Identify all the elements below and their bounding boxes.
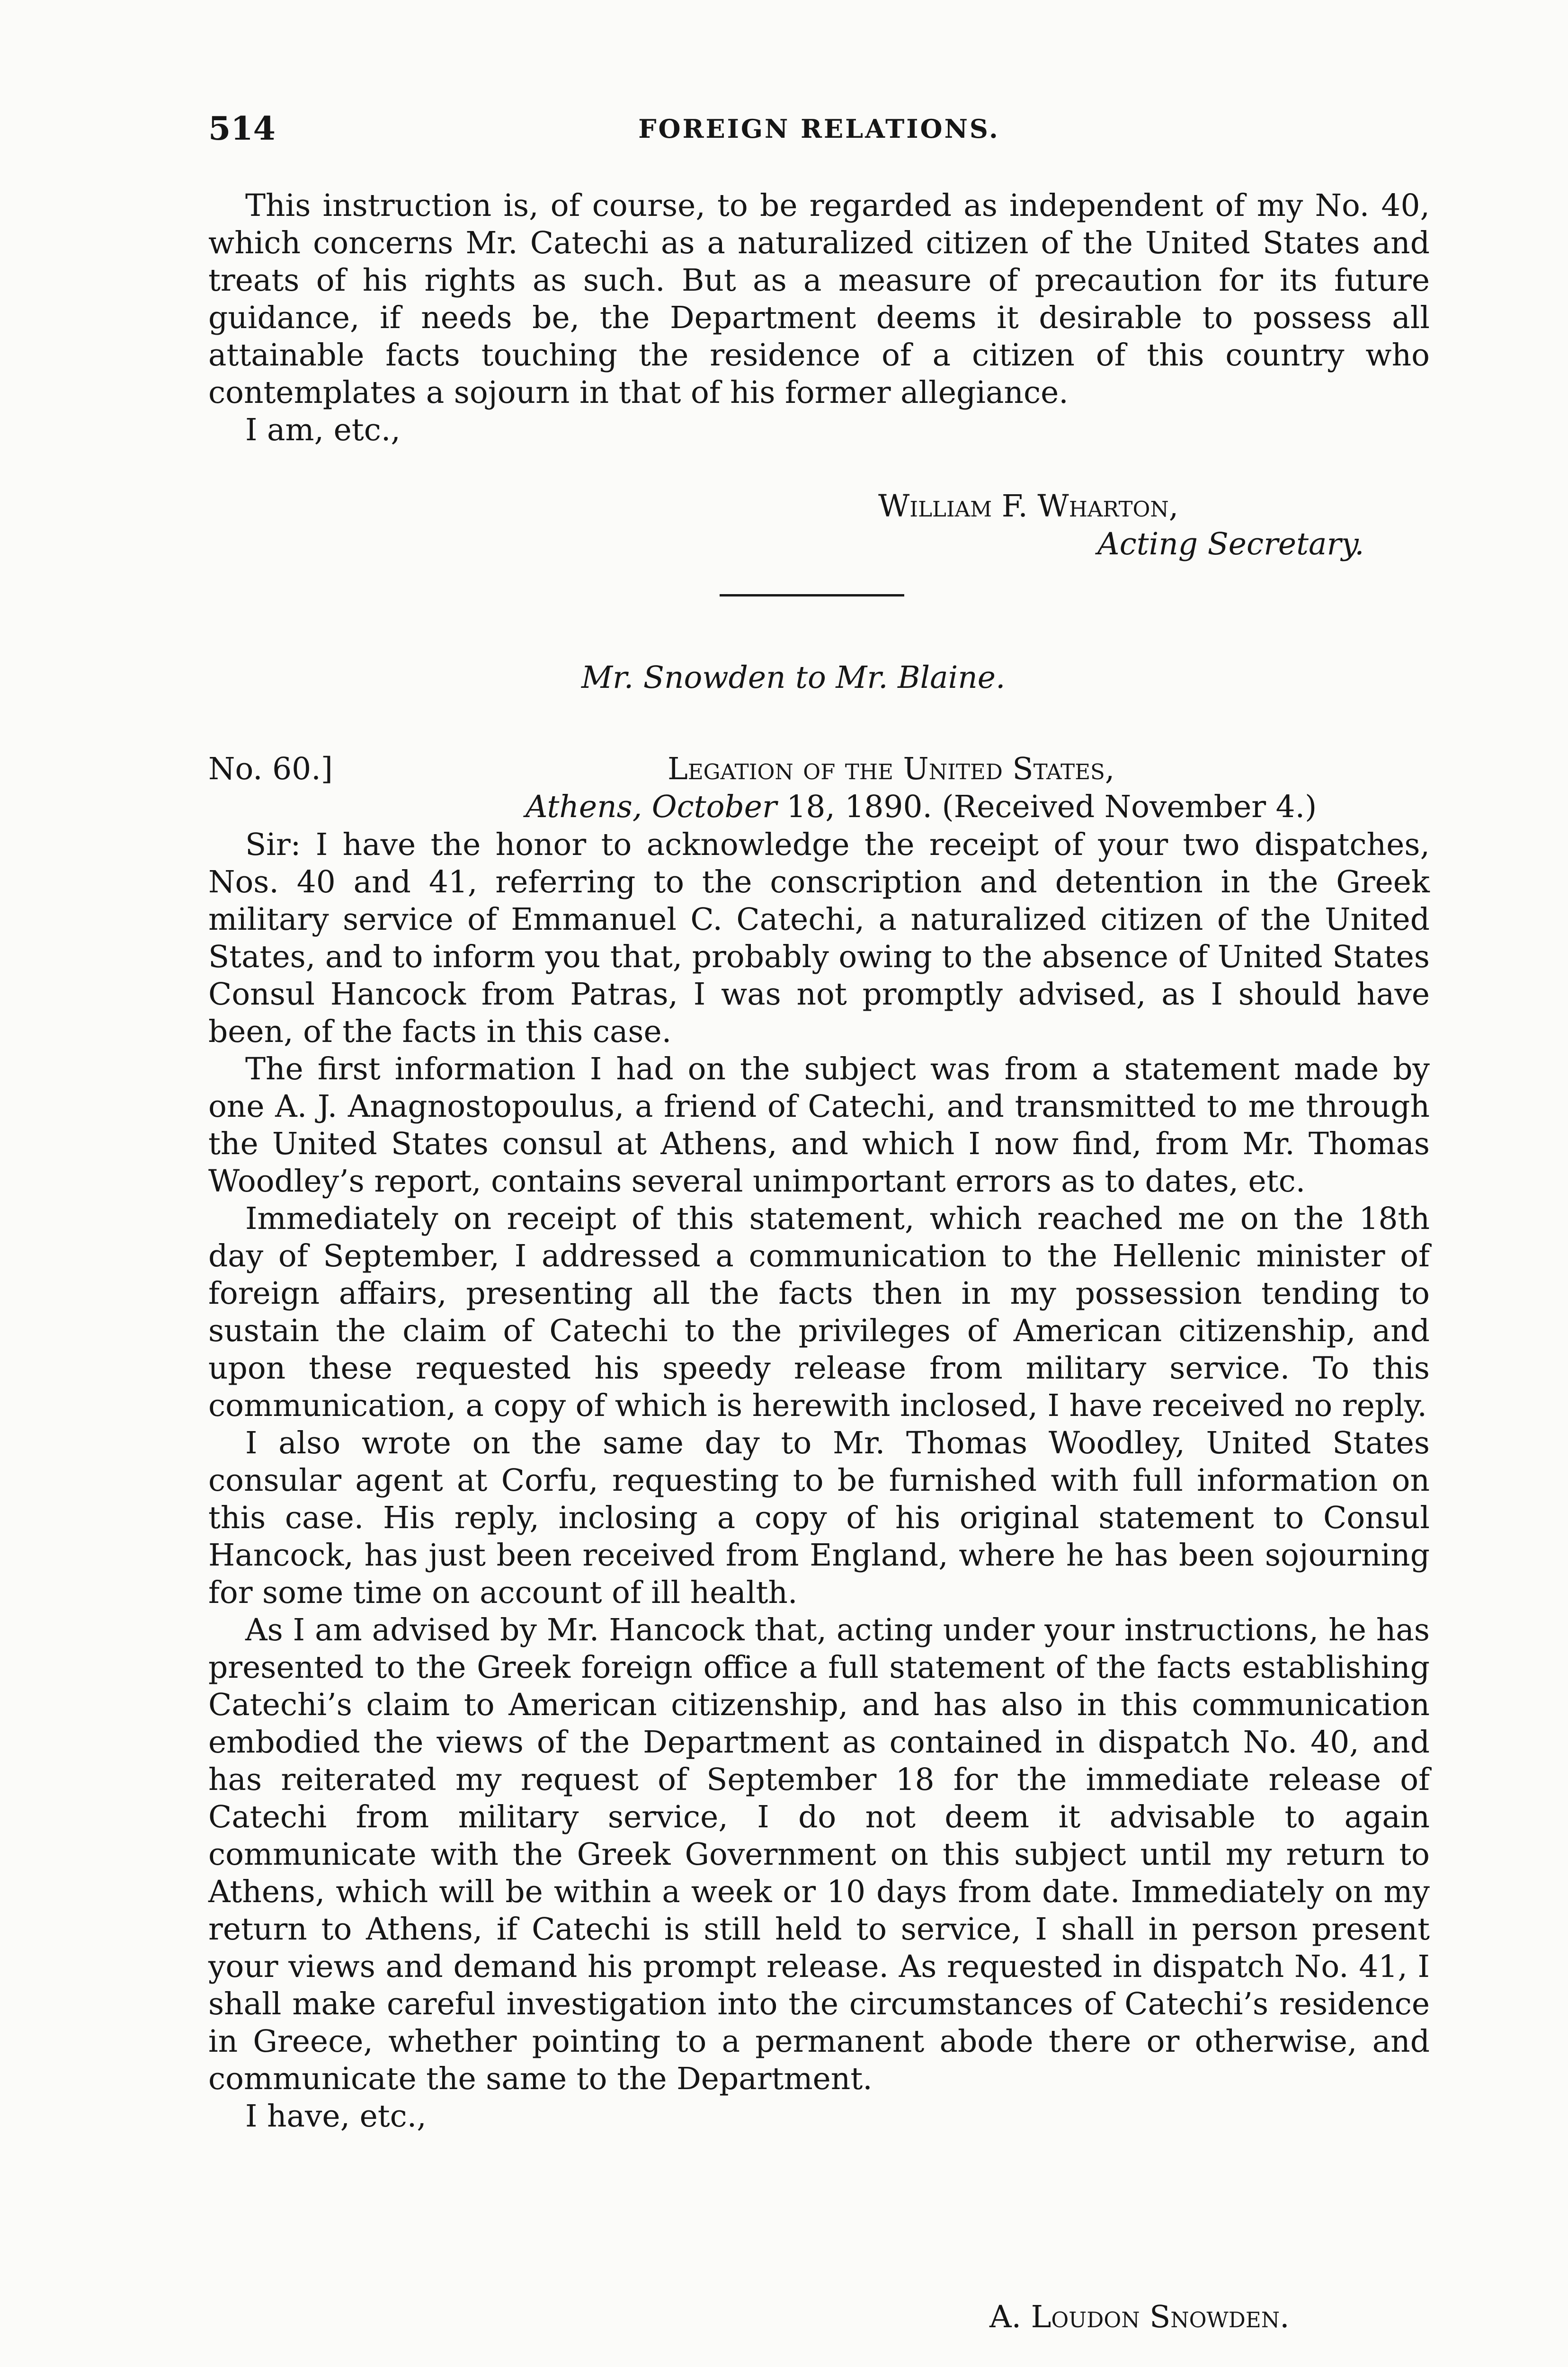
instruction-closing: I am, etc., (245, 412, 401, 448)
running-head: FOREIGN RELATIONS. (638, 114, 1000, 144)
date-received: 18, 1890. (Received November 4.) (776, 789, 1317, 825)
dispatch-paragraph: The first information I had on the subject was from a statement made by one A. J. Anagnostopoulus, a friend of Catechi, and transmitted to me through the United States consul at Athens, and which I now find, from Mr. Thomas Woodley’s report, contains several unimportant errors as to dates, etc. (208, 1051, 1430, 1199)
dispatch-closing: I have, etc., (245, 2099, 427, 2134)
dispatch-heading: Mr. Snowden to Mr. Blaine. (581, 660, 1006, 695)
instruction-signer-title: Acting Secretary. (1097, 526, 1364, 562)
page-number: 514 (208, 110, 276, 148)
dispatch-body (208, 826, 1430, 2135)
section-divider (720, 594, 904, 596)
dispatch-paragraph: As I am advised by Mr. Hancock that, acting under your instructions, he has presented to the Greek foreign office a full statement of the facts establishing Catechi’s claim to American citizenship, and has also in this communication embodied the views of the Department as contained in dispatch No. 40, and has reiterated my request of September 18 for the immediate release of Catechi from military service, I do not deem it advisable to again communicate with the Greek Government on this subject until my return to Athens, which will be within a week or 10 days from date. Immediately on my return to Athens, if Catechi is still held to service, I shall in person present your views and demand his prompt release. As requested in dispatch No. 41, I shall make careful investigation into the circumstances of Catechi’s residence in Greece, whether pointing to a permanent abode there or otherwise, and communicate the same to the Department. (208, 1612, 1430, 2097)
dispatch-paragraph: I also wrote on the same day to Mr. Thomas Woodley, United States consular agent at Corfu, requesting to be furnished with full information on this case. His reply, inclosing a copy of his original statement to Consul Hancock, has just been received from England, where he has been sojourning for some time on account of ill health. (208, 1425, 1430, 1611)
place-date: Athens, October (526, 789, 777, 825)
page-header (208, 110, 1430, 152)
instruction-body (208, 187, 1430, 449)
instruction-paragraph: This instruction is, of course, to be regarded as independent of my No. 40, which concerns Mr. Catechi as a naturalized citizen of the United States and treats of his rights as such. But as a measure of precaution for its future guidance, if needs be, the Department deems it desirable to possess all attainable facts touching the residence of a citizen of this country who contemplates a sojourn in that of his former allegiance. (208, 188, 1430, 410)
dispatch-number: No. 60.] (208, 751, 333, 787)
instruction-signer: William F. Wharton, (878, 489, 1179, 524)
dispatch-paragraph: Sir: I have the honor to acknowledge the receipt of your two dispatches, Nos. 40 and 41, referring to the conscription and detention in the Greek military service of Emmanuel C. Catechi, a naturalized citizen of the United States, and to inform you that, probably owing to the absence of United States Consul Hancock from Patras, I was not promptly advised, as I should have been, of the facts in this case. (208, 827, 1430, 1050)
place-date-line (526, 788, 1317, 826)
legation-line: Legation of the United States, (668, 751, 1115, 787)
dispatch-signer: A. Loudon Snowden. (989, 2299, 1290, 2335)
dispatch-paragraph: Immediately on receipt of this statement, which reached me on the 18th day of September, I addressed a communication to the Hellenic minister of foreign affairs, presenting all the facts then in my possession tending to sustain the claim of Catechi to the privileges of American citizenship, and upon these requested his speedy release from military service. To this communication, a copy of which is herewith inclosed, I have received no reply. (208, 1201, 1430, 1424)
